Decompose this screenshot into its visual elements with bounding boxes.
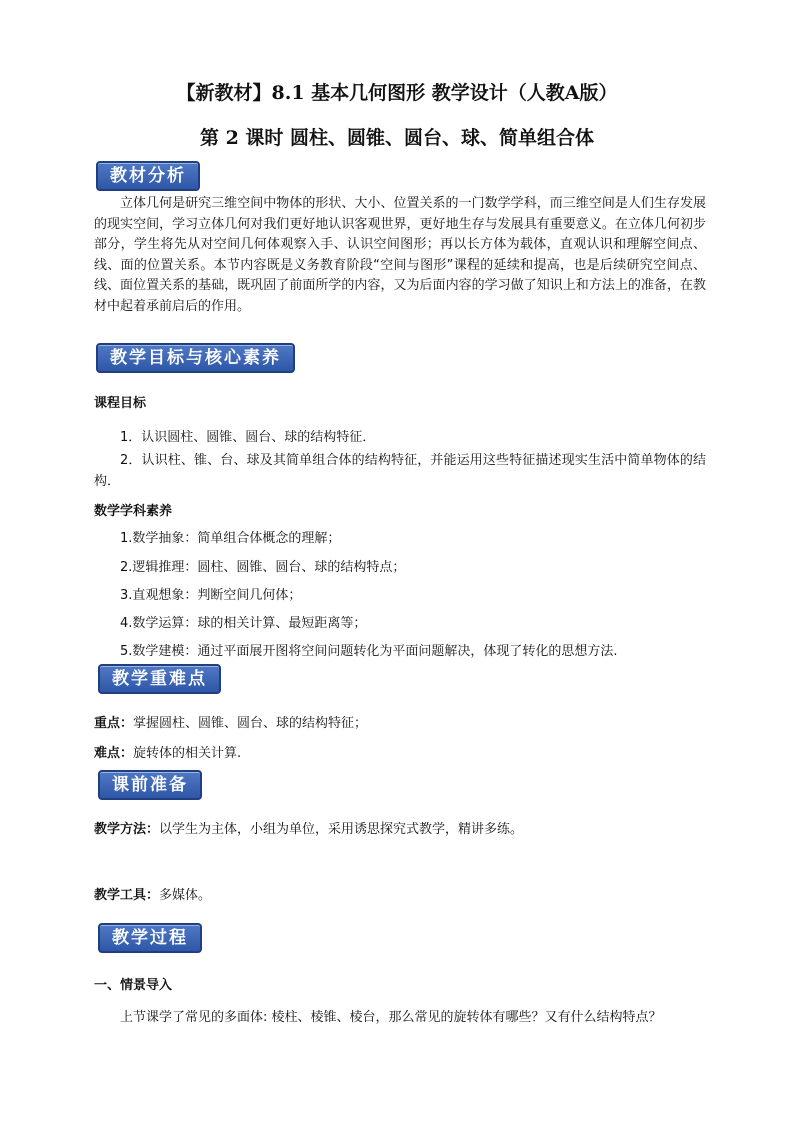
- document-subtitle: 第 2 课时 圆柱、圆锥、圆台、球、简单组合体: [199, 127, 595, 149]
- teaching-tool-label: 教学工具：: [94, 888, 160, 903]
- process-heading: 一、情景导入: [94, 978, 173, 993]
- section-badge-process: 教学过程: [98, 923, 202, 953]
- teaching-tool-text: 多媒体。: [159, 888, 212, 903]
- section-badge-keypoints: 教学重难点: [98, 664, 221, 694]
- literacy-item: 4.数学运算：球的相关计算、最短距离等；: [120, 616, 367, 631]
- difficult-point-label: 难点：: [94, 746, 134, 761]
- teaching-method-line: [94, 818, 523, 837]
- literacy-item: 3.直观想象：判断空间几何体；: [120, 588, 302, 603]
- literacy-item: 2.逻辑推理：圆柱、圆锥、圆台、球的结构特点；: [120, 560, 406, 575]
- key-point-line: [94, 712, 367, 731]
- key-point-label: 重点：: [94, 716, 134, 731]
- teaching-method-label: 教学方法：: [94, 822, 160, 837]
- teaching-tool-line: [94, 884, 211, 903]
- key-point-text: 掌握圆柱、圆锥、圆台、球的结构特征；: [133, 716, 368, 731]
- difficult-point-line: [94, 742, 241, 761]
- literacy-item: 1.数学抽象：简单组合体概念的理解；: [120, 531, 341, 546]
- literacy-item: 5.数学建模：通过平面展开图将空间问题转化为平面问题解决，体现了转化的思想方法.: [120, 644, 618, 659]
- course-goals-heading: 课程目标: [94, 396, 147, 411]
- section-badge-prep: 课前准备: [98, 770, 202, 800]
- analysis-paragraph: 立体几何是研究三维空间中物体的形状、大小、位置关系的一门数学学科，而三维空间是人们生存发展的现实空间，学习立体几何对我们更好地认识客观世界，更好地生存与发展具有重要意义。在立体几何初步部分，学生将先从对空间几何体观察入手、认识空间图形；再以长方体为载体，直观认识和理解空间点、线、面的位置关系。本节内容既是义务教育阶段“空间与图形”课程的延续和提高，也是后续研究空间点、线、面位置关系的基础，既巩固了前面所学的内容，又为后面内容的学习做了知识上和方法上的准备，在教材中起着承前启后的作用。: [94, 196, 706, 314]
- process-intro-text: 上节课学了常见的多面体: 棱柱、棱锥、棱台，那么常见的旋转体有哪些？又有什么结构特点？: [120, 1010, 662, 1025]
- document-title: 【新教材】8.1 基本几何图形 教学设计（人教A版）: [176, 82, 618, 104]
- course-goal-item: 2．认识柱、锥、台、球及其简单组合体的结构特征，并能运用这些特征描述现实生活中简单物体的结构．: [94, 453, 706, 489]
- difficult-point-text: 旋转体的相关计算.: [133, 746, 242, 761]
- section-badge-analysis: 教材分析: [96, 161, 200, 191]
- literacy-heading: 数学学科素养: [94, 504, 173, 519]
- teaching-method-text: 以学生为主体，小组为单位，采用诱思探究式教学，精讲多练。: [159, 822, 524, 837]
- section-badge-goals: 教学目标与核心素养: [96, 343, 295, 373]
- course-goal-item: 1．认识圆柱、圆锥、圆台、球的结构特征．: [120, 430, 376, 445]
